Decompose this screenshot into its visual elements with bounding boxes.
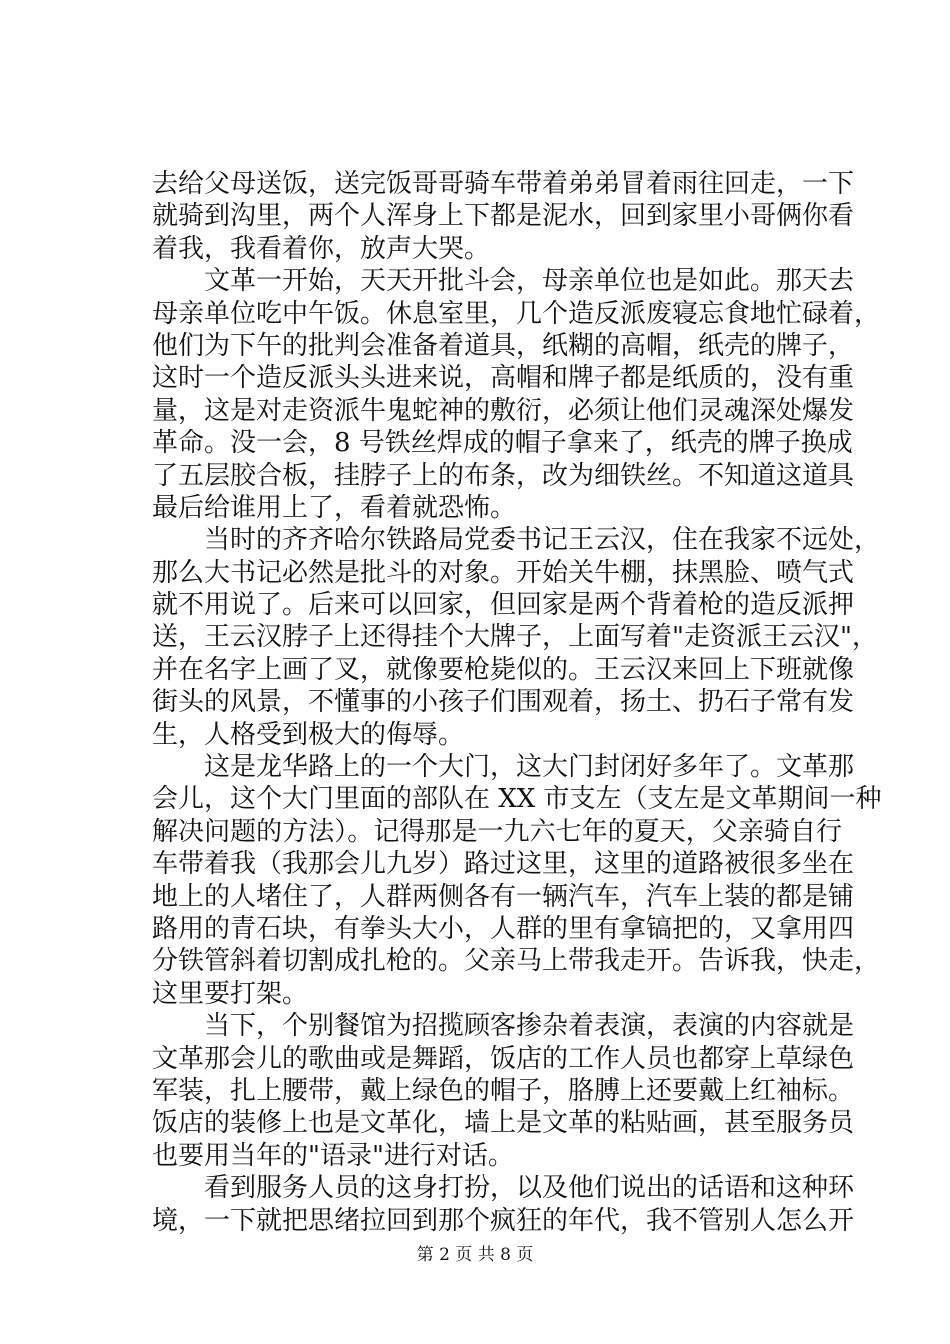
- text-line: 这时一个造反派头头进来说，高帽和牌子都是纸质的，没有重: [152, 363, 855, 394]
- text-line: 看到服务人员的这身打扮，以及他们说出的话语和这种环: [204, 1173, 855, 1204]
- text-line: 当时的齐齐哈尔铁路局党委书记王云汉，住在我家不远处，: [204, 525, 881, 556]
- text-line: 也要用当年的"语录"进行对话。: [152, 1140, 514, 1171]
- text-line: 他们为下午的批判会准备着道具，纸糊的高帽，纸壳的牌子，: [152, 330, 855, 361]
- text-line: 了五层胶合板，挂脖子上的布条，改为细铁丝。不知道这道具: [152, 460, 855, 491]
- text-line: 分铁管斜着切割成扎枪的。父亲马上带我走开。告诉我，快走，: [152, 946, 881, 977]
- text-line: 送，王云汉脖子上还得挂个大牌子，上面写着"走资派王云汉"，: [152, 622, 878, 653]
- page-footer: 第 2 页 共 8 页: [416, 1245, 534, 1265]
- text-line: 母亲单位吃中午饭。休息室里，几个造反派废寝忘食地忙碌着，: [152, 298, 881, 329]
- text-line: 这是龙华路上的一个大门，这大门封闭好多年了。文革那: [204, 752, 855, 783]
- text-line: 文革一开始，天天开批斗会，母亲单位也是如此。那天去: [204, 266, 855, 297]
- body-text: [152, 168, 882, 1237]
- text-line: 就骑到沟里，两个人浑身上下都是泥水，回到家里小哥俩你看: [152, 201, 855, 232]
- text-line: 解决问题的方法）。记得那是一九六七年的夏天，父亲骑自行: [152, 816, 842, 847]
- text-line: 量，这是对走资派牛鬼蛇神的敷衍，必须让他们灵魂深处爆发: [152, 395, 855, 426]
- text-line: 军装，扎上腰带，戴上绿色的帽子，胳膊上还要戴上红袖标。: [152, 1075, 855, 1106]
- text-line: 境，一下就把思绪拉回到那个疯狂的年代，我不管别人怎么开: [152, 1205, 855, 1236]
- text-line: 饭店的装修上也是文革化，墙上是文革的粘贴画，甚至服务员: [152, 1108, 855, 1139]
- text-line: 当下，个别餐馆为招揽顾客掺杂着表演，表演的内容就是: [204, 1011, 855, 1042]
- text-line: 那么大书记必然是批斗的对象。开始关牛棚，抹黑脸、喷气式: [152, 557, 855, 588]
- text-line: 就不用说了。后来可以回家，但回家是两个背着枪的造反派押: [152, 590, 855, 621]
- text-line: 并在名字上画了叉，就像要枪毙似的。王云汉来回上下班就像: [152, 654, 855, 685]
- text-line: 着我，我看着你，放声大哭。: [152, 233, 491, 264]
- text-line: 车带着我（我那会儿九岁）路过这里，这里的道路被很多坐在: [152, 849, 855, 880]
- text-line: 这里要打架。: [152, 978, 309, 1009]
- text-line: 最后给谁用上了，看着就恐怖。: [152, 492, 517, 523]
- text-line: 革命。没一会，8 号铁丝焊成的帽子拿来了，纸壳的牌子换成: [152, 428, 853, 459]
- text-line: 街头的风景，不懂事的小孩子们围观着，扬土、扔石子常有发: [152, 687, 855, 718]
- text-line: 文革那会儿的歌曲或是舞蹈，饭店的工作人员也都穿上草绿色: [152, 1043, 855, 1074]
- text-line: 会儿，这个大门里面的部队在 XX 市支左（支左是文革期间一种: [152, 784, 882, 815]
- text-line: 去给父母送饭，送完饭哥哥骑车带着弟弟冒着雨往回走，一下: [152, 169, 855, 199]
- text-line: 地上的人堵住了，人群两侧各有一辆汽车，汽车上装的都是铺: [152, 881, 855, 912]
- text-line: 生，人格受到极大的侮辱。: [152, 719, 465, 750]
- text-line: 路用的青石块，有拳头大小，人群的里有拿镐把的，又拿用四: [152, 913, 855, 944]
